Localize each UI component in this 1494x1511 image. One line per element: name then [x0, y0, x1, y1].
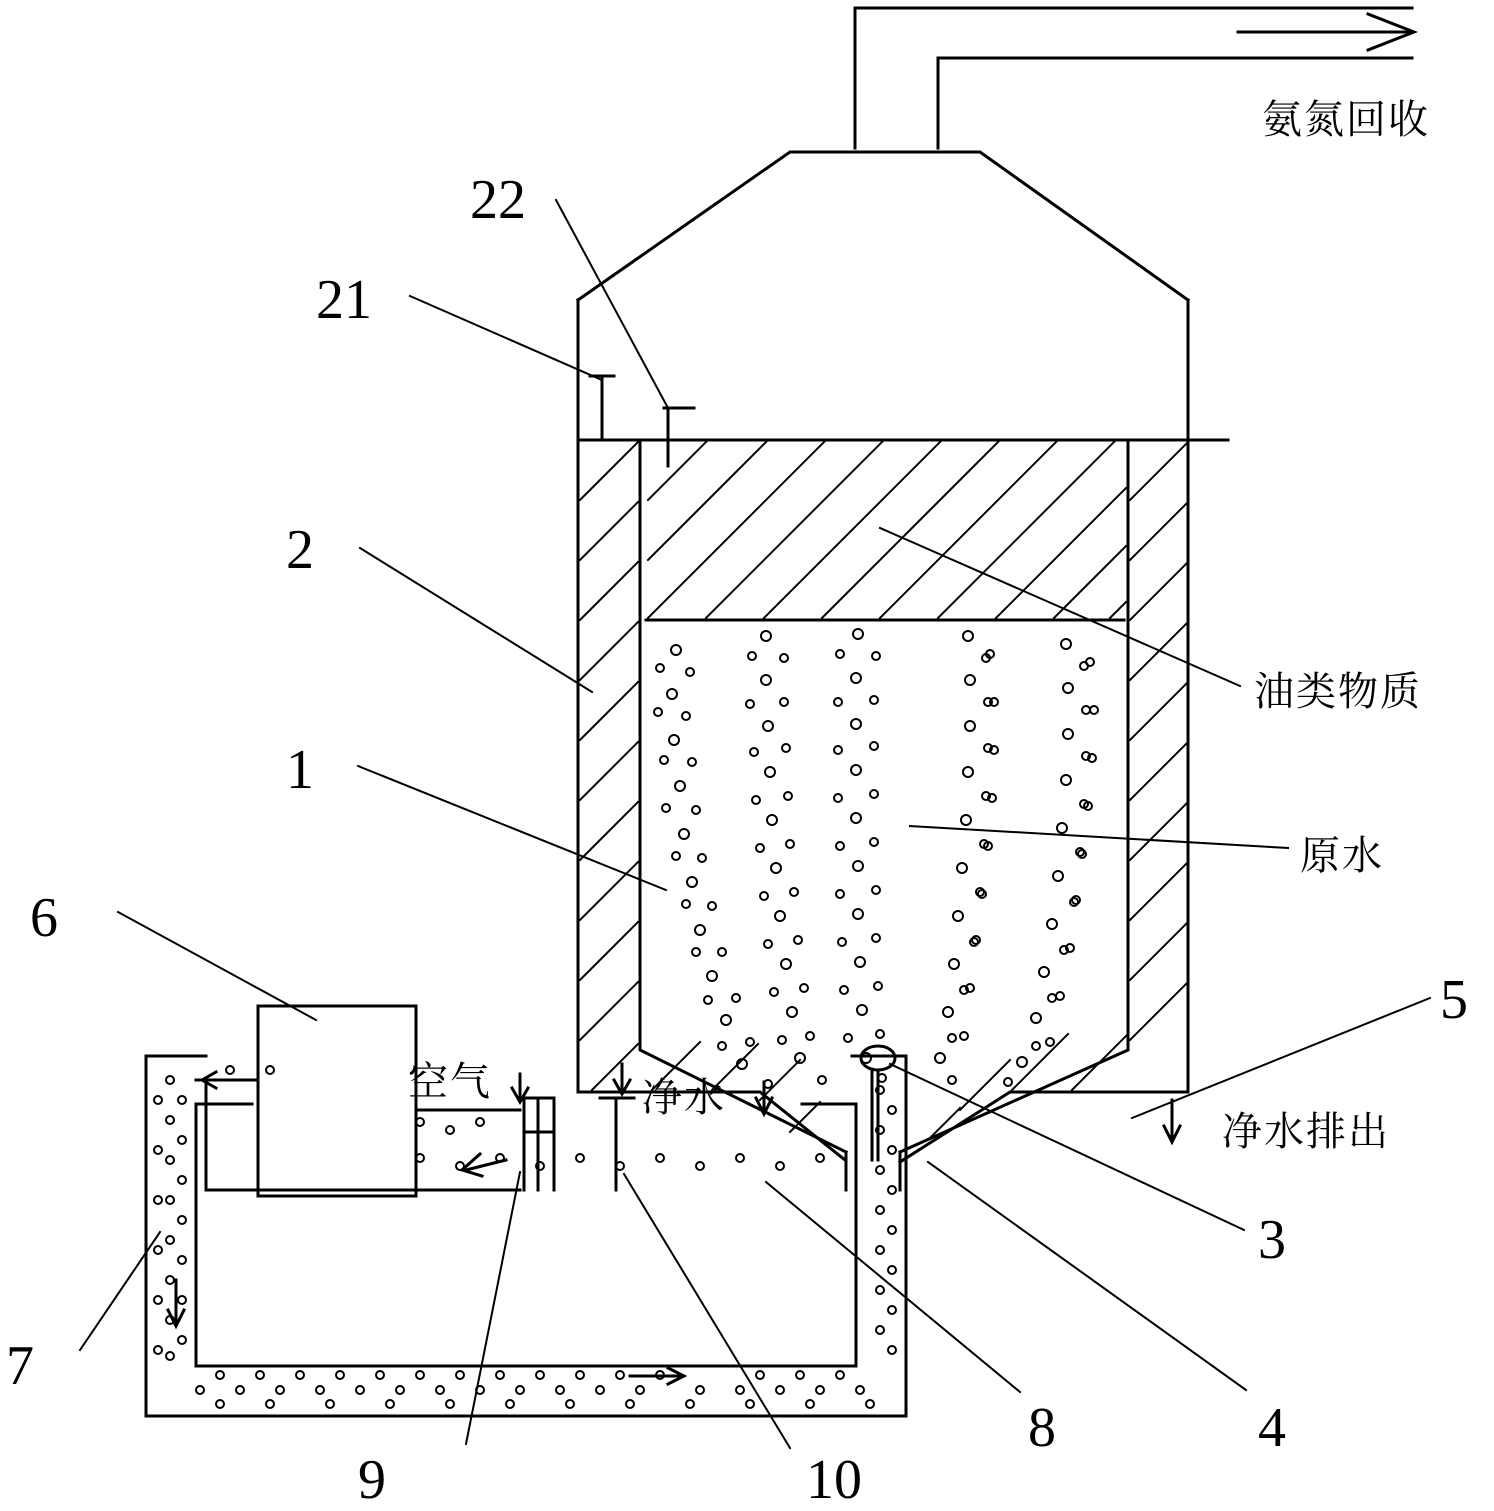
callout-3: 3: [1258, 1209, 1286, 1271]
callout-6: 6: [30, 887, 58, 949]
callout-7: 7: [6, 1335, 34, 1397]
leader-lines: [80, 200, 1430, 1448]
callout-22: 22: [470, 169, 526, 231]
label-raw-water: 原水: [1300, 833, 1384, 879]
callout-9: 9: [358, 1449, 386, 1511]
air-inlet: [524, 1098, 554, 1190]
oil-layer-hatching: [648, 440, 1126, 618]
pump-box: [258, 1006, 416, 1196]
callout-10: 10: [806, 1449, 862, 1511]
bubble-plumes: [654, 629, 1098, 1088]
label-clean-water: 净水: [642, 1075, 726, 1121]
clean-water-line: [600, 1098, 634, 1190]
wall-hatching-left: [580, 442, 820, 1132]
callout-21: 21: [316, 269, 372, 331]
callout-5: 5: [1440, 969, 1468, 1031]
gas-outlet-arrow: [1238, 14, 1414, 50]
label-ammonia-recovery: 氨氮回收: [1262, 97, 1430, 143]
callout-2: 2: [286, 519, 314, 581]
label-oil-substance: 油类物质: [1254, 669, 1422, 715]
callout-1: 1: [286, 739, 314, 801]
vessel-outline: [578, 152, 1228, 1162]
label-air: 空气: [408, 1059, 492, 1105]
label-clean-water-discharge: 净水排出: [1222, 1109, 1390, 1155]
callout-4: 4: [1258, 1397, 1286, 1459]
clean-water-discharge-arrow: [1164, 1100, 1180, 1142]
base-tank-outline: [146, 1056, 906, 1416]
callout-8: 8: [1028, 1397, 1056, 1459]
